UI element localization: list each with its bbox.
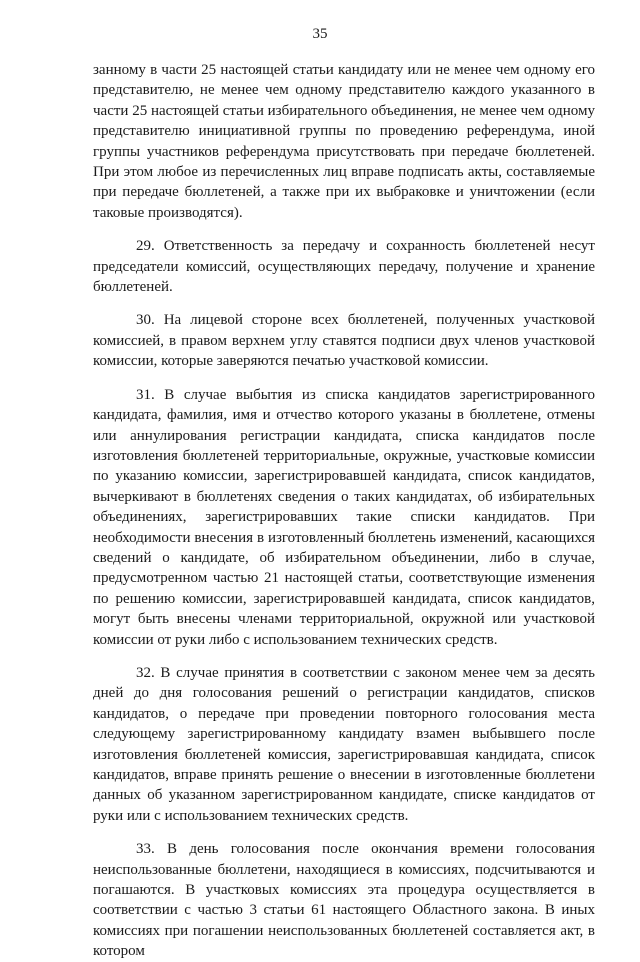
paragraph-continuation: занному в части 25 настоящей статьи кандидату или не менее чем одному его представителю, не менее чем одному представителю каждого указанного в части 25 настоящей статьи избирательного объединения, не менее чем одному представителю инициативной группы по проведению референдума, иной группы участников референдума присутствовать при передаче бюллетеней. При этом любое из перечисленных лиц вправе подписать акты, составляемые при передаче бюллетеней, а также при их выбраковке и уничтожении (если таковые производятся). bbox=[93, 62, 595, 221]
page-number: 35 bbox=[312, 26, 328, 42]
paragraph-33: 33. В день голосования после окончания времени голосования неиспользованные бюллетени, находящиеся в комиссиях, подсчитываются и погашаются. В участковых комиссиях эта процедура осуществляется в соответствии с частью 3 статьи 61 настоящего Областного закона. В иных комиссиях при погашении неиспользованных бюллетеней составляется акт, в котором bbox=[93, 841, 595, 960]
document-body bbox=[93, 60, 595, 962]
paragraph-30: 30. На лицевой стороне всех бюллетеней, полученных участковой комиссией, в правом верхнем углу ставятся подписи двух членов участковой комиссии, которые заверяются печатью участковой комиссии. bbox=[93, 312, 595, 370]
paragraph-31: 31. В случае выбытия из списка кандидатов зарегистрированного кандидата, фамилия, имя и отчество которого указаны в бюллетене, отмены или аннулирования регистрации кандидата, списка кандидатов после изготовления бюллетеней территориальные, окружные, участковые комиссии по указанию комиссии, зарегистрировавшей кандидата, список кандидатов, вычеркивают в бюллетенях сведения о таких кандидатах, об избирательных объединениях, зарегистрировавших такие списки кандидатов. При необходимости внесения в изготовленный бюллетень изменений, касающихся сведений о кандидате, об избирательном объединении, либо в случае, предусмотренном частью 21 настоящей статьи, соответствующие изменения по решению комиссии, зарегистрировавшей кандидата, список кандидатов, могут быть внесены членами территориальной, окружной или участковой комиссии от руки либо с использованием технических средств. bbox=[93, 386, 595, 648]
paragraph-29: 29. Ответственность за передачу и сохранность бюллетеней несут председатели комиссий, осуществляющих передачу, получение и хранение бюллетеней. bbox=[93, 238, 595, 296]
paragraph-32: 32. В случае принятия в соответствии с законом менее чем за десять дней до дня голосования решений о регистрации кандидатов, списков кандидатов, о передаче при проведении повторного голосования места следующему зарегистрированному кандидату взамен выбывшего после изготовления бюллетеней комиссия, зарегистрировавшая кандидата, список кандидатов, вправе принять решение о внесении в изготовленные бюллетени данных об указанном зарегистрированном кандидате, списке кандидатов от руки или с использованием технических средств. bbox=[93, 664, 595, 824]
